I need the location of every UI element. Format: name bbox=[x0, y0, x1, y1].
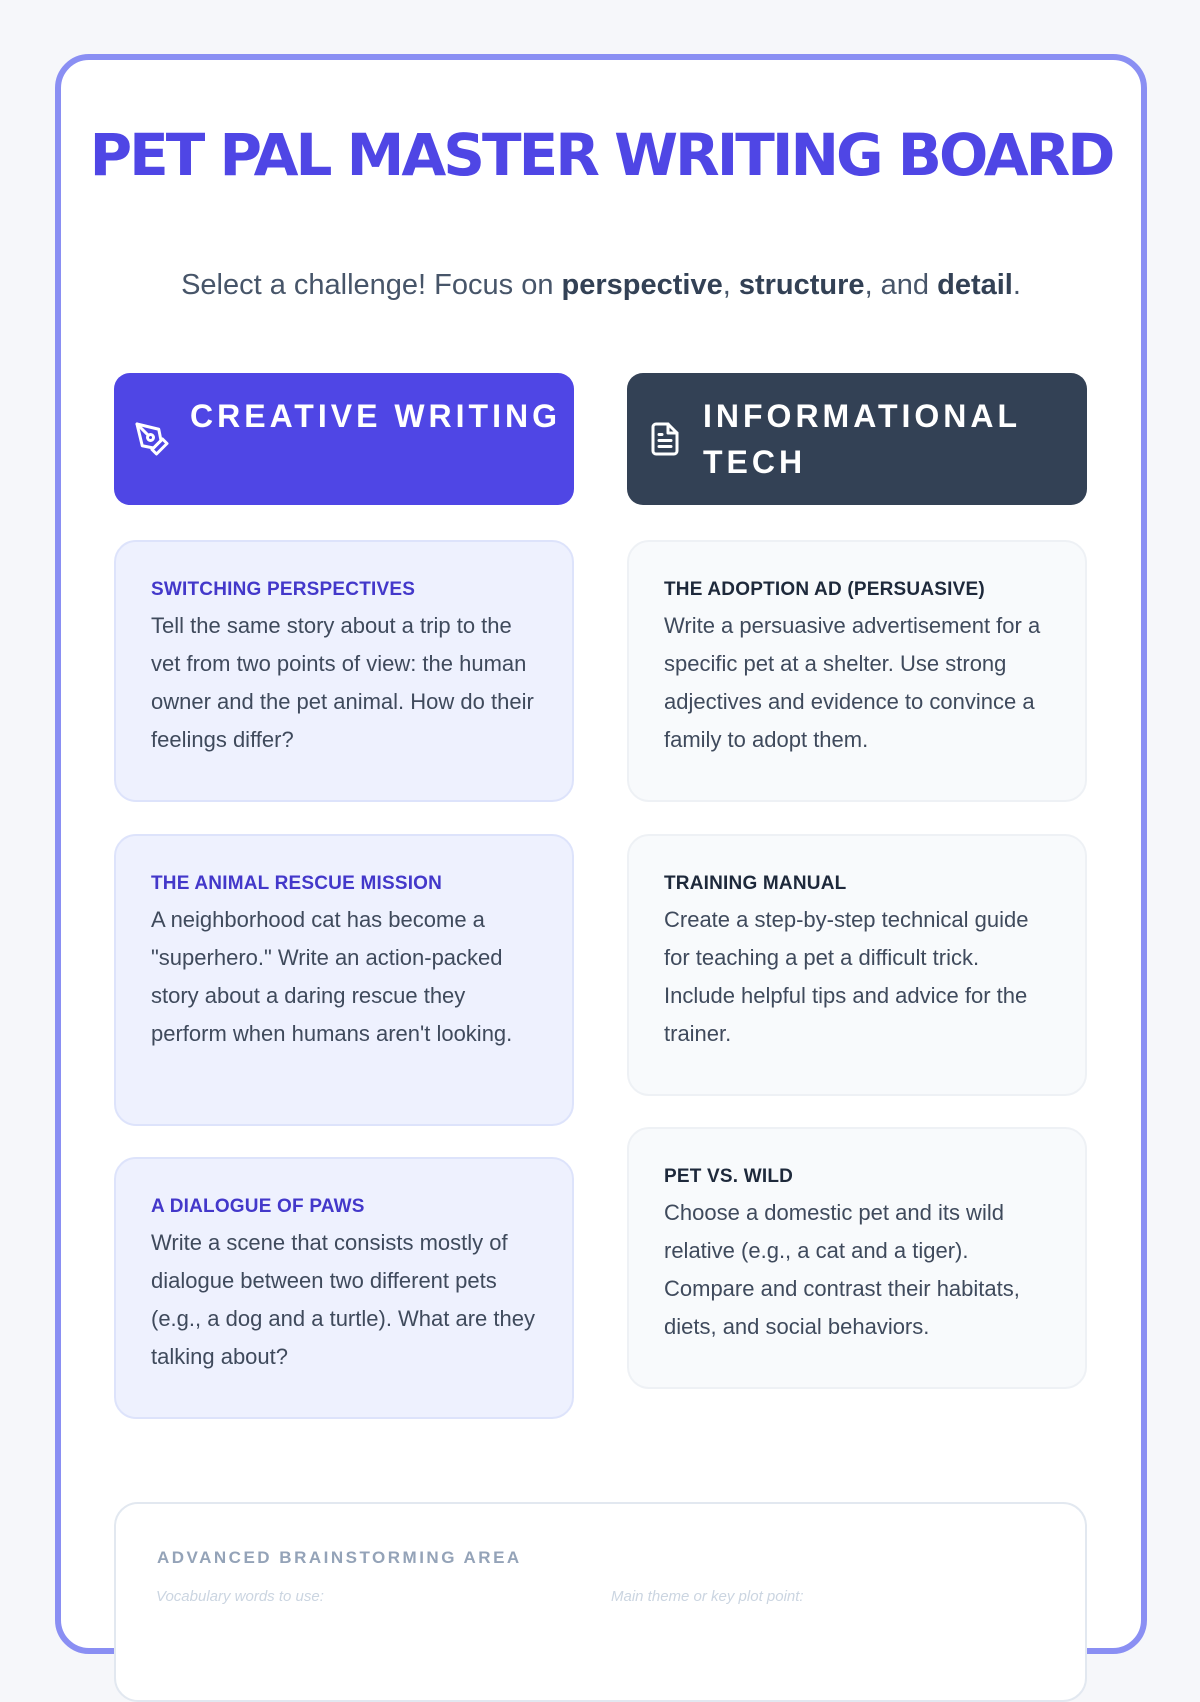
subtitle-keyword-perspective: perspective bbox=[561, 269, 723, 301]
challenge-card-training-manual[interactable] bbox=[627, 834, 1087, 1096]
card-title: THE ADOPTION AD (PERSUASIVE) bbox=[664, 579, 985, 600]
page-title: PET PAL MASTER WRITING BOARD bbox=[89, 121, 1113, 189]
page-subtitle bbox=[61, 269, 1141, 302]
card-title: SWITCHING PERSPECTIVES bbox=[151, 579, 416, 600]
theme-input[interactable] bbox=[611, 1576, 1031, 1616]
challenge-card-switching-perspectives[interactable] bbox=[114, 540, 574, 802]
card-title: A DIALOGUE OF PAWS bbox=[151, 1196, 365, 1217]
informational-tech-header[interactable] bbox=[627, 373, 1087, 505]
writing-board bbox=[55, 54, 1147, 1654]
challenge-card-animal-rescue-mission[interactable] bbox=[114, 834, 574, 1126]
brainstorming-title: ADVANCED BRAINSTORMING AREA bbox=[157, 1548, 522, 1567]
pen-nib-icon bbox=[134, 421, 170, 457]
card-description: Write a persuasive advertisement for a specific pet at a shelter. Use strong adjectives and evidence to convince a family to adopt them. bbox=[664, 613, 1041, 752]
card-description: Create a step-by-step technical guide for teaching a pet a difficult trick. Include helpful tips and advice for the trainer. bbox=[664, 907, 1029, 1046]
subtitle-keyword-structure: structure bbox=[738, 269, 865, 301]
subtitle-text: . bbox=[1012, 269, 1021, 301]
challenge-card-dialogue-of-paws[interactable] bbox=[114, 1157, 574, 1419]
subtitle-keyword-detail: detail bbox=[937, 269, 1013, 301]
card-description: A neighborhood cat has become a "superhero." Write an action-packed story about a daring rescue they perform when humans aren't looking. bbox=[151, 907, 513, 1046]
brainstorming-area bbox=[114, 1502, 1087, 1702]
vocabulary-input[interactable] bbox=[156, 1576, 576, 1616]
card-description: Choose a domestic pet and its wild relative (e.g., a cat and a tiger). Compare and contrast their habitats, diets, and social behaviors. bbox=[664, 1200, 1020, 1339]
challenge-card-adoption-ad[interactable] bbox=[627, 540, 1087, 802]
card-description: Tell the same story about a trip to the vet from two points of view: the human owner and the pet animal. How do their feelings differ? bbox=[151, 613, 534, 752]
creative-writing-header[interactable] bbox=[114, 373, 574, 505]
creative-writing-label: CREATIVE WRITING bbox=[190, 398, 561, 434]
subtitle-text: Select a challenge! Focus on bbox=[181, 269, 562, 301]
subtitle-text: , and bbox=[864, 269, 938, 301]
card-title: TRAINING MANUAL bbox=[664, 873, 847, 894]
subtitle-text: , bbox=[722, 269, 739, 301]
card-title: THE ANIMAL RESCUE MISSION bbox=[151, 873, 443, 894]
document-icon bbox=[647, 421, 683, 457]
challenge-card-pet-vs-wild[interactable] bbox=[627, 1127, 1087, 1389]
card-title: PET VS. WILD bbox=[664, 1166, 794, 1187]
card-description: Write a scene that consists mostly of dialogue between two different pets (e.g., a dog and a turtle). What are they talking about? bbox=[151, 1230, 535, 1369]
informational-tech-label: INFORMATIONAL TECH bbox=[703, 398, 1021, 480]
